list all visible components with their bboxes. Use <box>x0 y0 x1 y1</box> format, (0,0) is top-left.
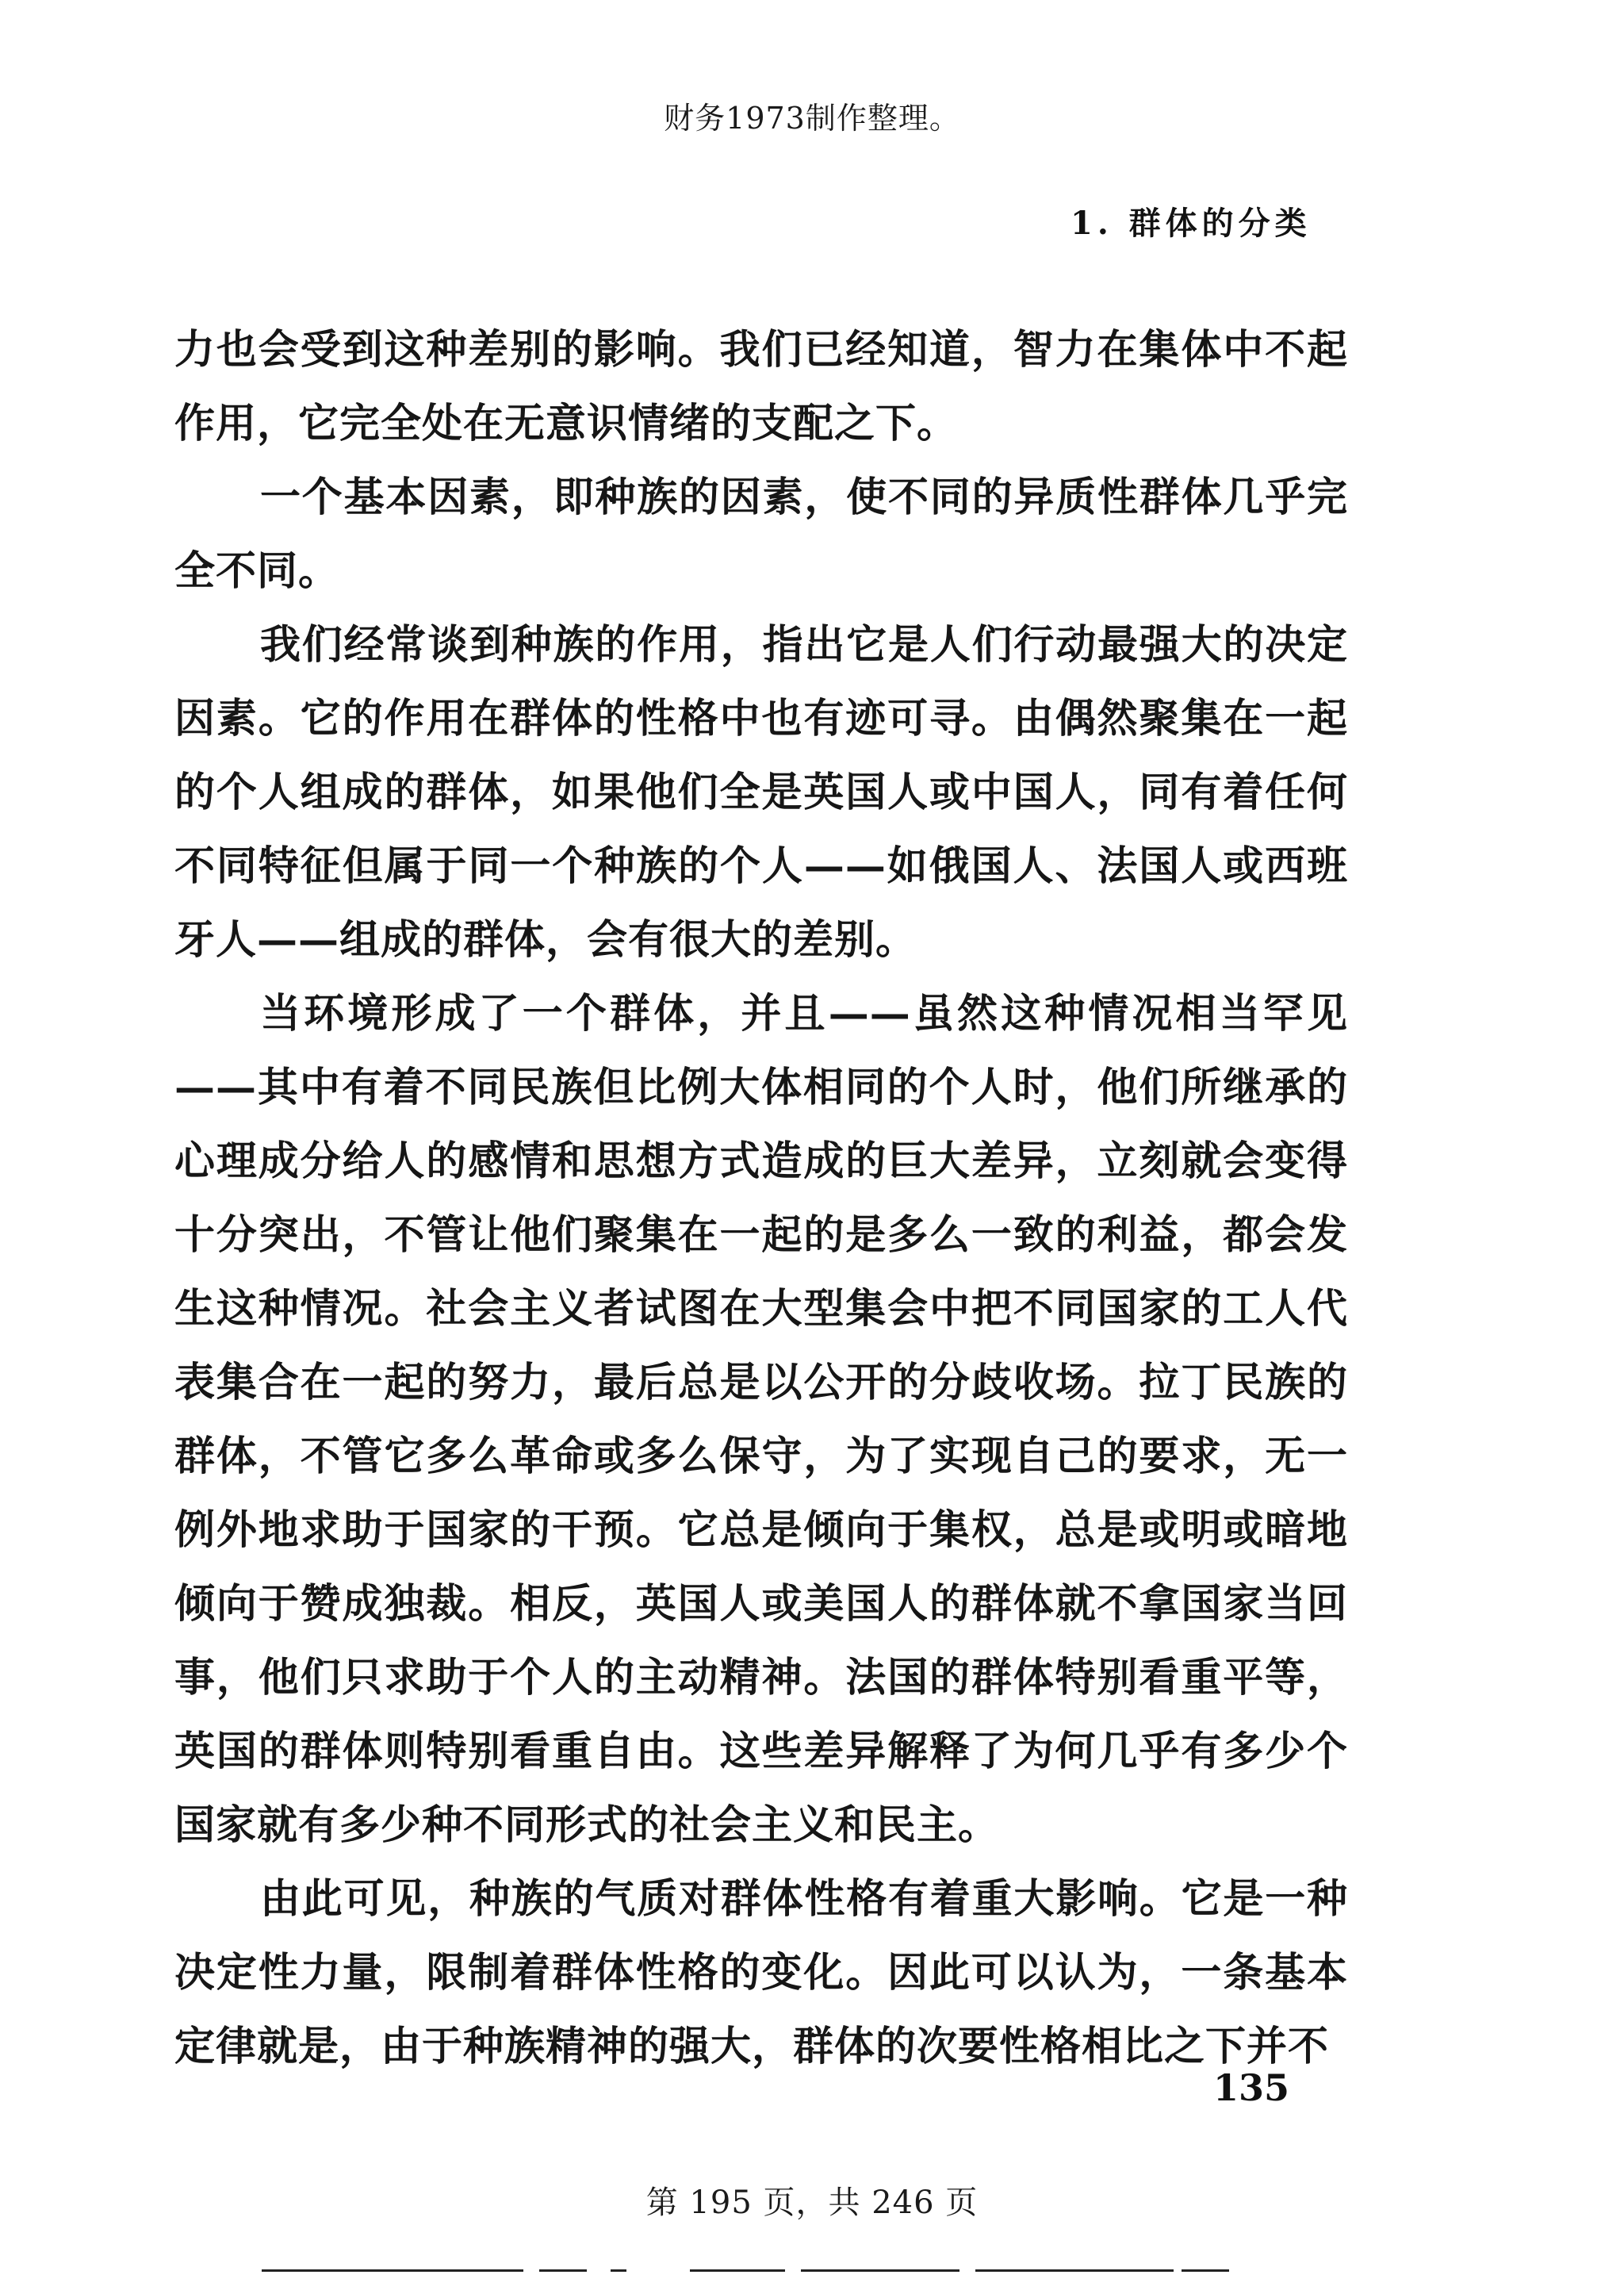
body-text <box>174 313 1348 2084</box>
pdf-page-info: 第 195 页，共 246 页 <box>645 2185 979 2221</box>
paragraph-2: 一个基本因素，即种族的因素，使不同的异质性群体几乎完全不同。 <box>174 474 1348 595</box>
scan-artifact-segment <box>611 2269 626 2272</box>
paragraph-5: 由此可见，种族的气质对群体性格有着重大影响。它是一种决定性力量，限制着群体性格的变化。因此可以认为，一条基本定律就是，由于种族精神的强大，群体的次要性格相比之下并不 <box>174 1875 1348 2070</box>
scan-artifact-segment <box>539 2269 587 2272</box>
scan-artifact-segment <box>690 2269 785 2272</box>
scan-artifact-segment <box>801 2269 959 2272</box>
scan-artifact-segment <box>1182 2269 1229 2272</box>
scan-artifact-segment <box>262 2269 523 2272</box>
running-head: 1. 群体的分类 <box>1071 205 1312 242</box>
paragraph-1: 力也会受到这种差别的影响。我们已经知道，智力在集体中不起作用，它完全处在无意识情绪的支配之下。 <box>174 326 1348 447</box>
paragraph-3: 我们经常谈到种族的作用，指出它是人们行动最强大的决定因素。它的作用在群体的性格中也有迹可寻。由偶然聚集在一起的个人组成的群体，如果他们全是英国人或中国人，同有着任何不同特征但属于同一个种族的个人——如俄国人、法国人或西班牙人——组成的群体，会有很大的差别。 <box>174 621 1348 964</box>
scan-artifact-lines <box>262 2267 1229 2275</box>
scan-artifact-segment <box>975 2269 1174 2272</box>
book-page-number: 135 <box>1213 2066 1290 2109</box>
watermark-text: 财务1973制作整理。 <box>664 101 960 136</box>
paragraph-4: 当环境形成了一个群体，并且——虽然这种情况相当罕见——其中有着不同民族但比例大体相同的个人时，他们所继承的心理成分给人的感情和思想方式造成的巨大差异，立刻就会变得十分突出，不管让他们聚集在一起的是多么一致的利益，都会发生这种情况。社会主义者试图在大型集会中把不同国家的工人代表集合在一起的努力，最后总是以公开的分歧收场。拉丁民族的群体，不管它多么革命或多么保守，为了实现自己的要求，无一例外地求助于国家的干预。它总是倾向于集权，总是或明或暗地倾向于赞成独裁。相反，英国人或美国人的群体就不拿国家当回事，他们只求助于个人的主动精神。法国的群体特别看重平等，英国的群体则特别看重自由。这些差异解释了为何几乎有多少个国家就有多少种不同形式的社会主义和民主。 <box>174 990 1348 1849</box>
